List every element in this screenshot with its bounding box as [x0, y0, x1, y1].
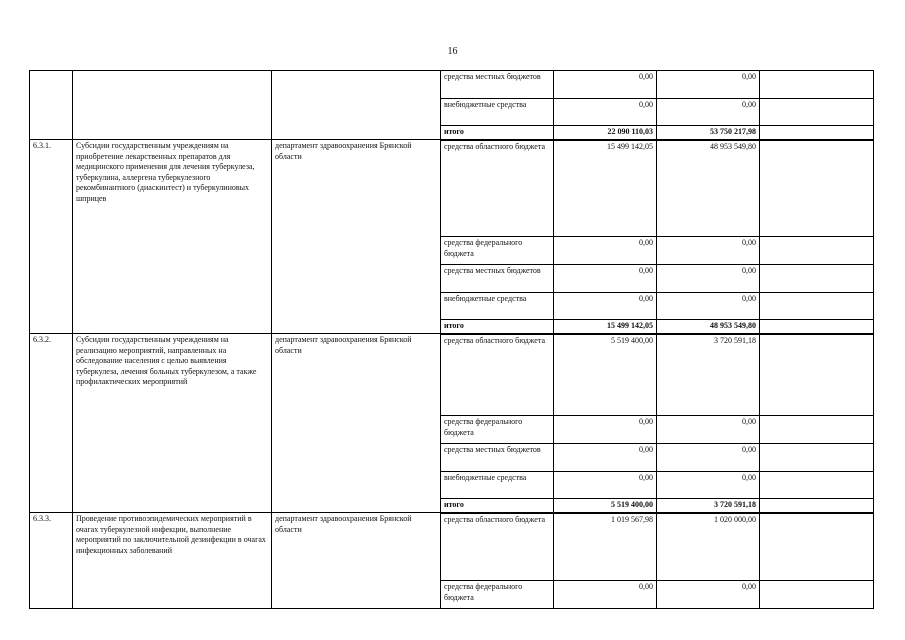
amount-2: 0,00	[657, 581, 760, 609]
item-code: 6.3.1.	[30, 140, 73, 334]
amount-2: 3 720 591,18	[657, 334, 760, 416]
amount-1: 0,00	[554, 265, 657, 293]
total-label: итого	[441, 320, 554, 334]
amount-3	[760, 320, 874, 334]
item-executor	[272, 71, 441, 140]
amount-2: 0,00	[657, 416, 760, 444]
table-row	[30, 71, 874, 99]
amount-1: 0,00	[554, 444, 657, 472]
amount-1: 15 499 142,05	[554, 320, 657, 334]
amount-2: 0,00	[657, 237, 760, 265]
amount-1: 0,00	[554, 416, 657, 444]
amount-2: 0,00	[657, 265, 760, 293]
amount-2: 53 750 217,98	[657, 126, 760, 140]
funding-source: внебюджетные средства	[441, 293, 554, 320]
budget-table	[29, 70, 874, 609]
amount-3	[760, 71, 874, 99]
item-code: 6.3.2.	[30, 334, 73, 513]
amount-1: 22 090 110,03	[554, 126, 657, 140]
amount-3	[760, 265, 874, 293]
total-label: итого	[441, 126, 554, 140]
amount-2: 0,00	[657, 293, 760, 320]
amount-3	[760, 140, 874, 237]
funding-source: средства областного бюджета	[441, 334, 554, 416]
amount-1: 0,00	[554, 581, 657, 609]
amount-1: 1 019 567,98	[554, 513, 657, 581]
table-row	[30, 334, 874, 416]
amount-3	[760, 237, 874, 265]
amount-3	[760, 513, 874, 581]
table-row	[30, 513, 874, 581]
funding-source: средства местных бюджетов	[441, 71, 554, 99]
amount-3	[760, 581, 874, 609]
amount-3	[760, 444, 874, 472]
amount-3	[760, 334, 874, 416]
amount-1: 15 499 142,05	[554, 140, 657, 237]
item-code	[30, 71, 73, 140]
item-name: Субсидии государственным учреждениям на реализацию мероприятий, направленных на обследование населения с целью выявления туберкулеза, лечения больных туберкулезом, а также профилактических мероприятий	[73, 334, 272, 513]
amount-2: 0,00	[657, 99, 760, 126]
amount-1: 0,00	[554, 472, 657, 499]
amount-2: 3 720 591,18	[657, 499, 760, 513]
funding-source: средства местных бюджетов	[441, 265, 554, 293]
item-code: 6.3.3.	[30, 513, 73, 609]
item-executor: департамент здравоохранения Брянской области	[272, 334, 441, 513]
page-number: 16	[447, 46, 458, 57]
amount-2: 0,00	[657, 71, 760, 99]
funding-source: средства федерального бюджета	[441, 581, 554, 609]
item-name	[73, 71, 272, 140]
total-label: итого	[441, 499, 554, 513]
amount-1: 0,00	[554, 71, 657, 99]
item-executor: департамент здравоохранения Брянской области	[272, 140, 441, 334]
amount-2: 48 953 549,80	[657, 140, 760, 237]
amount-3	[760, 99, 874, 126]
amount-3	[760, 293, 874, 320]
item-name: Проведение противоэпидемических мероприятий в очагах туберкулезной инфекции, выполнение мероприятий по заключительной дезинфекции в очагах инфекционных заболеваний	[73, 513, 272, 609]
amount-1: 5 519 400,00	[554, 499, 657, 513]
amount-1: 5 519 400,00	[554, 334, 657, 416]
amount-2: 0,00	[657, 444, 760, 472]
item-executor: департамент здравоохранения Брянской области	[272, 513, 441, 609]
funding-source: средства федерального бюджета	[441, 416, 554, 444]
amount-3	[760, 416, 874, 444]
amount-2: 1 020 000,00	[657, 513, 760, 581]
funding-source: средства областного бюджета	[441, 513, 554, 581]
amount-2: 0,00	[657, 472, 760, 499]
amount-1: 0,00	[554, 293, 657, 320]
funding-source: внебюджетные средства	[441, 472, 554, 499]
amount-3	[760, 472, 874, 499]
amount-1: 0,00	[554, 237, 657, 265]
amount-1: 0,00	[554, 99, 657, 126]
item-name: Субсидии государственным учреждениям на приобретение лекарственных препаратов для медицинского применения для лечения туберкулеза, туберкулина, аллергена туберкулезного рекомбинантного (диаскинтест) и туберкулиновых шприцев	[73, 140, 272, 334]
amount-3	[760, 126, 874, 140]
funding-source: средства местных бюджетов	[441, 444, 554, 472]
funding-source: средства федерального бюджета	[441, 237, 554, 265]
amount-3	[760, 499, 874, 513]
funding-source: средства областного бюджета	[441, 140, 554, 237]
funding-source: внебюджетные средства	[441, 99, 554, 126]
table-row	[30, 140, 874, 237]
amount-2: 48 953 549,80	[657, 320, 760, 334]
